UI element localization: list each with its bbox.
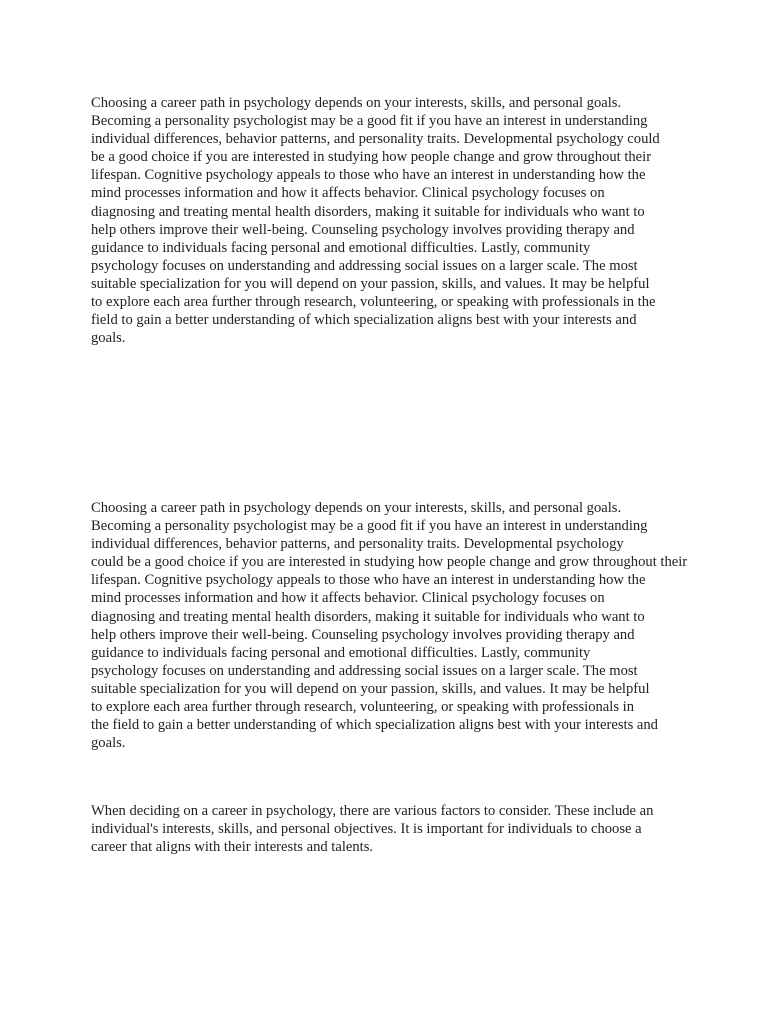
paragraph-line: goals. bbox=[91, 330, 126, 347]
paragraph-line: psychology focuses on understanding and addressing social issues on a larger scale. The most bbox=[91, 662, 638, 679]
paragraph-line: Choosing a career path in psychology depends on your interests, skills, and personal goals. bbox=[91, 500, 622, 516]
paragraph-line: to explore each area further through research, volunteering, or speaking with professionals in the bbox=[91, 294, 656, 311]
paragraph-line: When deciding on a career in psychology, there are various factors to consider. These include an bbox=[91, 803, 654, 819]
paragraph-1 bbox=[91, 94, 660, 347]
paragraph-line: help others improve their well-being. Counseling psychology involves providing therapy and bbox=[91, 221, 635, 238]
paragraph-line: individual's interests, skills, and personal objectives. It is important for individuals to choose a bbox=[91, 821, 642, 838]
paragraph-line: suitable specialization for you will depend on your passion, skills, and values. It may be helpful bbox=[91, 275, 650, 292]
paragraph-line: field to gain a better understanding of which specialization aligns best with your interests and bbox=[91, 312, 637, 329]
paragraph-line: Becoming a personality psychologist may be a good fit if you have an interest in understanding bbox=[91, 113, 648, 130]
paragraph-2 bbox=[91, 499, 687, 752]
paragraph-line: mind processes information and how it affects behavior. Clinical psychology focuses on bbox=[91, 185, 605, 202]
paragraph-line: psychology focuses on understanding and addressing social issues on a larger scale. The most bbox=[91, 257, 638, 274]
paragraph-line: the field to gain a better understanding of which specialization aligns best with your interests and bbox=[91, 717, 658, 734]
paragraph-line: to explore each area further through research, volunteering, or speaking with professionals in bbox=[91, 699, 635, 716]
paragraph-line: mind processes information and how it affects behavior. Clinical psychology focuses on bbox=[91, 590, 605, 607]
paragraph-line: career that aligns with their interests and talents. bbox=[91, 839, 374, 856]
paragraph-line: help others improve their well-being. Counseling psychology involves providing therapy and bbox=[91, 626, 635, 643]
paragraph-line: be a good choice if you are interested in studying how people change and grow throughout their bbox=[91, 149, 652, 166]
paragraph-line: lifespan. Cognitive psychology appeals to those who have an interest in understanding how the bbox=[91, 572, 646, 589]
paragraph-line: Choosing a career path in psychology depends on your interests, skills, and personal goals. bbox=[91, 95, 622, 111]
paragraph-line: individual differences, behavior patterns, and personality traits. Developmental psychology could bbox=[91, 131, 660, 148]
paragraph-line: lifespan. Cognitive psychology appeals to those who have an interest in understanding how the bbox=[91, 167, 646, 184]
paragraph-line: suitable specialization for you will depend on your passion, skills, and values. It may be helpful bbox=[91, 680, 650, 697]
paragraph-line: could be a good choice if you are interested in studying how people change and grow throughout their bbox=[91, 554, 688, 571]
paragraph-3 bbox=[91, 802, 653, 856]
paragraph-line: guidance to individuals facing personal and emotional difficulties. Lastly, community bbox=[91, 239, 591, 256]
paragraph-line: goals. bbox=[91, 735, 126, 752]
paragraph-line: individual differences, behavior patterns, and personality traits. Developmental psychology bbox=[91, 536, 624, 553]
paragraph-line: diagnosing and treating mental health disorders, making it suitable for individuals who want to bbox=[91, 608, 645, 625]
paragraph-line: guidance to individuals facing personal and emotional difficulties. Lastly, community bbox=[91, 644, 591, 661]
paragraph-line: diagnosing and treating mental health disorders, making it suitable for individuals who want to bbox=[91, 203, 645, 220]
paragraph-line: Becoming a personality psychologist may be a good fit if you have an interest in understanding bbox=[91, 518, 648, 535]
